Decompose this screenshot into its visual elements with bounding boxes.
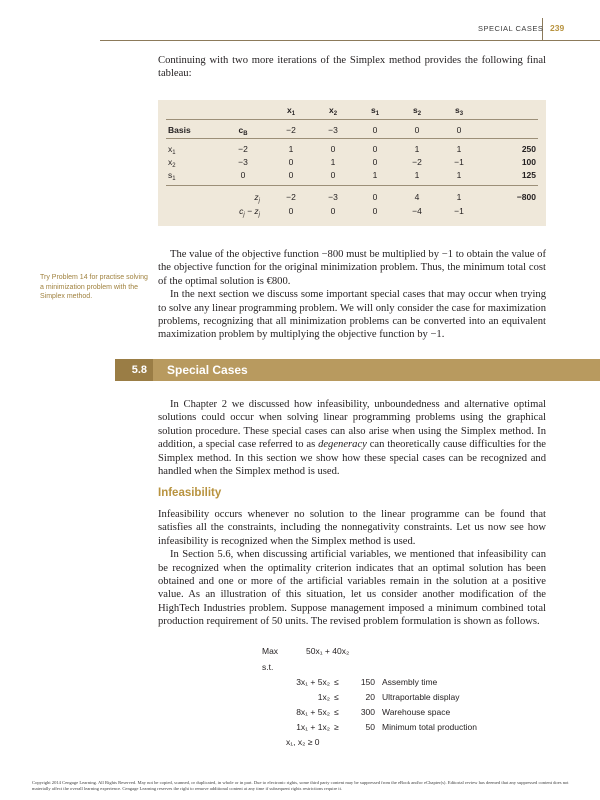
cb-value: 0 xyxy=(240,170,246,180)
max-label: Max xyxy=(262,646,279,656)
basis-variable: $s_1$ xyxy=(168,170,176,182)
objective-coeff: 0 xyxy=(414,125,420,135)
constraint-lhs: 3x₁ + 5x₂ xyxy=(296,677,330,687)
objective-coeff: 0 xyxy=(456,125,462,135)
cj-zj-value: 0 xyxy=(330,206,336,216)
tableau-cell: 0 xyxy=(288,157,294,167)
tableau-rhs: 125 xyxy=(521,170,536,180)
constraint-rhs: 20 xyxy=(365,692,375,702)
running-title: SPECIAL CASES xyxy=(478,24,544,33)
tableau-col-header: $x_1$ xyxy=(286,105,296,117)
paragraph: Infeasibility occurs whenever no solution to the linear programme can be found that satisfies all the constraints, including the nonnegativity constraints. Let us now see how infeasibility is recognized when the Simplex method is used. xyxy=(158,509,546,547)
tableau-col-header: $s_1$ xyxy=(370,105,380,117)
objective-paragraphs xyxy=(158,248,546,342)
constraint-lhs: 1x₁ + 1x₂ xyxy=(296,722,330,732)
constraint-lhs: 8x₁ + 5x₂ xyxy=(296,707,330,717)
constraint-rhs: 50 xyxy=(365,722,375,732)
tableau-cell: 0 xyxy=(330,144,336,154)
tableau-rule xyxy=(166,138,538,139)
copyright-footer: Copyright 2014 Cengage Learning. All Rights Reserved. May not be copied, scanned, or duplicated, in whole or in part. Due to electronic rights, some third party content may be suppressed from the eBook and/or eChapter(s). Editorial review has deemed that any suppressed content does not materially affect the overall learning experience. Cengage Learning reserves the right to remove additional content at any time if subsequent rights restrictions require it. xyxy=(32,780,569,792)
constraint-op: ≤ xyxy=(334,707,339,717)
objective-function: 50x₁ + 40x₂ xyxy=(306,646,350,656)
tableau-cell: 1 xyxy=(456,144,462,154)
paragraph: The value of the objective function −800 must be multiplied by −1 to obtain the value of the objective function for the original minimization problem. Thus, the minimum total cost of the optimal solution is €800. xyxy=(158,249,546,287)
tableau-rhs: 250 xyxy=(521,144,536,154)
tableau-rule xyxy=(166,119,538,120)
objective-coeff: 0 xyxy=(372,125,378,135)
constraint-op: ≥ xyxy=(334,722,339,732)
tableau-cell: 0 xyxy=(288,170,294,180)
tableau-cell: 1 xyxy=(414,170,420,180)
constraint-lhs: 1x₂ xyxy=(317,692,330,702)
intro-paragraph: Continuing with two more iterations of the Simplex method provides the following final tableau: xyxy=(158,55,546,80)
cb-value: −3 xyxy=(238,157,248,167)
tableau-rhs: 100 xyxy=(521,157,536,167)
st-label: s.t. xyxy=(262,662,274,672)
cj-zj-value: −1 xyxy=(454,206,464,216)
paragraph: In the next section we discuss some important special cases that may occur when trying to solve any linear programming problem. We will only consider the case for maximization problems, recognizing that all minimization problems can be converted into an equivalent maximization problem by multiplying the objective function by −1. xyxy=(158,289,546,341)
section-intro xyxy=(158,398,546,478)
infeasibility-paragraphs xyxy=(158,508,546,629)
zj-value: 1 xyxy=(456,192,462,202)
constraint-rhs: 300 xyxy=(360,707,375,717)
basis-variable: $x_1$ xyxy=(168,144,176,156)
objective-value: −800 xyxy=(516,192,536,202)
tableau-cell: 1 xyxy=(456,170,462,180)
section-heading xyxy=(115,359,600,381)
constraint-label: Minimum total production xyxy=(382,722,477,732)
zj-value: −3 xyxy=(328,192,338,202)
tableau-cell: 1 xyxy=(414,144,420,154)
tableau-cell: −1 xyxy=(454,157,464,167)
constraint-op: ≤ xyxy=(334,692,339,702)
zj-value: 0 xyxy=(372,192,378,202)
paragraph: In Chapter 2 we discussed how infeasibility, unboundedness and alternative optimal solutions could occur when solving linear programming problems using the graphical solution procedure. These special cases can also arise when using the Simplex method. In addition, a special case referred to as degeneracy can theoretically cause difficulties for the Simplex method. In this section we show how these special cases can be recognized and handled when the Simplex method is used. xyxy=(158,399,546,478)
tableau-cell: 0 xyxy=(372,144,378,154)
tableau-cell: 1 xyxy=(288,144,294,154)
tableau-rule xyxy=(166,185,538,186)
subsection-title: Infeasibility xyxy=(158,487,222,499)
tableau-cell: 0 xyxy=(330,170,336,180)
tableau-cell: 1 xyxy=(330,157,336,167)
objective-coeff: −3 xyxy=(328,125,338,135)
simplex-tableau xyxy=(158,100,546,226)
section-title: Special Cases xyxy=(167,363,248,377)
constraint-rhs: 150 xyxy=(360,677,375,687)
header-rule xyxy=(100,40,600,41)
constraint-op: ≤ xyxy=(334,677,339,687)
basis-variable: $x_2$ xyxy=(168,157,176,169)
basis-label: Basis xyxy=(168,125,191,135)
cb-value: −2 xyxy=(238,144,248,154)
tableau-col-header: $x_2$ xyxy=(328,105,338,117)
objective-coeff: −2 xyxy=(286,125,296,135)
nonnegativity-constraint: x₁, x₂ ≥ 0 xyxy=(286,737,320,747)
tableau-cell: 0 xyxy=(372,157,378,167)
tableau-col-header: $s_2$ xyxy=(412,105,422,117)
page-number: 239 xyxy=(550,23,565,33)
constraint-label: Ultraportable display xyxy=(382,692,460,702)
cj-zj-value: −4 xyxy=(412,206,422,216)
paragraph: In Section 5.6, when discussing artificial variables, we mentioned that infeasibility can be recognized when the optimality criterion indicates that an optimal solution has been obtained and one or more of the artificial variables remain in the solution at a positive value. As an illustration of this situation, let us consider another modification of the HighTech Industries problem. Suppose management imposed a minimum combined total production requirement of 50 units. The revised problem formulation is shown as follows. xyxy=(158,549,546,628)
constraint-label: Warehouse space xyxy=(382,707,451,717)
tableau-col-header: $s_3$ xyxy=(454,105,464,117)
section-number: 5.8 xyxy=(115,359,153,381)
running-header xyxy=(0,0,600,46)
tableau-cell: 1 xyxy=(372,170,378,180)
margin-note: Try Problem 14 for practise solving a minimization problem with the Simplex method. xyxy=(40,274,148,301)
zj-value: 4 xyxy=(414,192,420,202)
cj-zj-value: 0 xyxy=(288,206,294,216)
tableau-cell: −2 xyxy=(412,157,422,167)
cb-label: $c_B$ xyxy=(238,125,248,137)
cj-zj-label: $c_j - z_j$ xyxy=(239,206,260,218)
zj-value: −2 xyxy=(286,192,296,202)
cj-zj-value: 0 xyxy=(372,206,378,216)
zj-label: $z_j$ xyxy=(254,192,260,204)
constraint-label: Assembly time xyxy=(382,677,438,687)
